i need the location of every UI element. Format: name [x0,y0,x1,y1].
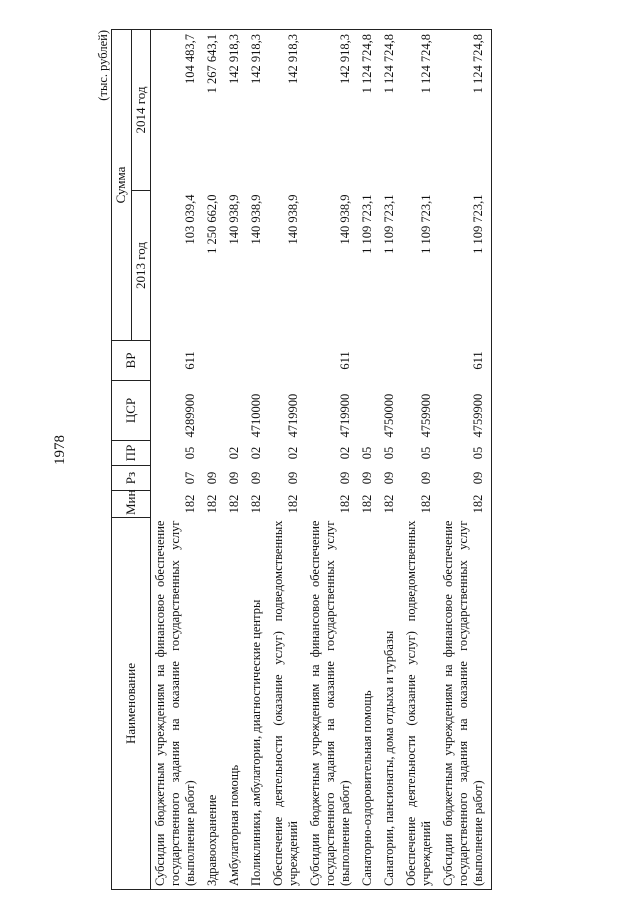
row-pr: 05 [382,446,396,460]
row-vr [247,341,269,381]
row-pr: 05 [183,446,197,460]
table-row [247,30,269,890]
table-row [151,30,204,890]
row-sum-2014: 1 124 724,8 [439,30,492,191]
table-row [439,30,492,890]
row-vr [380,341,402,381]
units-note: (тыс. рублей) [96,30,110,101]
row-sum-2014: 1 267 643,1 [203,30,225,191]
table-row [358,30,380,890]
row-sum-2013: 1 109 723,1 [360,194,374,254]
row-vr [225,341,247,381]
row-min: 182 [205,494,219,514]
row-rz: 09 [439,466,492,491]
row-name: Здравоохранение [203,518,225,890]
header-csr: ЦСР [112,381,151,441]
row-vr [203,341,225,381]
row-rz: 09 [419,471,433,485]
row-sum-2013: 140 938,9 [338,194,352,245]
row-sum-2013: 1 109 723,1 [439,191,492,341]
page-number: 1978 [52,435,68,465]
row-csr [225,381,247,441]
row-sum-2014: 142 918,3 [269,30,306,191]
row-sum-2013: 140 938,9 [249,194,263,245]
header-rz: Рз [112,466,151,491]
table-row [203,30,225,890]
row-name: Субсидии бюджетным учреждениям на финансовое обеспечение государственного задания на оказание государственных услуг (выполнение работ) [306,518,358,890]
header-sum: Сумма [112,30,132,341]
header-min: Мин [112,491,151,518]
header-year-2014: 2014 год [131,30,151,191]
row-csr: 4289900 [183,393,197,438]
row-pr: 05 [360,446,374,460]
row-csr: 4710000 [249,393,263,438]
table-row [306,30,358,890]
header-name: Наименование [112,518,151,890]
row-vr: 611 [338,351,352,370]
row-name: Обеспечение деятельности (оказание услуг) подведомственных учреждений [402,518,439,890]
row-rz: 09 [205,471,219,485]
row-sum-2014: 142 918,3 [306,30,358,191]
row-sum-2013: 1 109 723,1 [419,194,433,254]
row-csr [358,381,380,441]
row-sum-2014: 142 918,3 [225,30,247,191]
row-pr: 02 [249,446,263,460]
row-sum-2014: 104 483,7 [151,30,204,191]
row-min: 182 [382,494,396,514]
rotated-document [95,30,555,890]
row-pr: 05 [419,446,433,460]
row-min: 182 [286,494,300,514]
row-min: 182 [419,494,433,514]
row-csr: 4750000 [382,393,396,438]
row-vr [269,341,306,381]
table-row [402,30,439,890]
row-csr: 4759900 [419,393,433,438]
row-rz: 09 [382,471,396,485]
row-min: 182 [360,494,374,514]
row-name: Санаторно-оздоровительная помощь [358,518,380,890]
row-min: 182 [227,494,241,514]
row-sum-2014: 1 124 724,8 [358,30,380,191]
row-rz: 09 [360,471,374,485]
table-header [112,30,151,890]
row-sum-2013: 103 039,4 [183,194,197,245]
row-vr: 611 [183,351,197,370]
table-row [225,30,247,890]
row-name: Обеспечение деятельности (оказание услуг) подведомственных учреждений [269,518,306,890]
row-csr: 4719900 [338,393,352,438]
row-csr [203,381,225,441]
table-row [380,30,402,890]
header-vr: ВР [112,341,151,381]
row-sum-2014: 142 918,3 [247,30,269,191]
row-rz: 07 [183,471,197,485]
row-pr: 02 [227,446,241,460]
row-sum-2014: 1 124 724,8 [402,30,439,191]
row-rz: 09 [249,471,263,485]
table-row [269,30,306,890]
row-name: Поликлиники, амбулатории, диагностические центры [247,518,269,890]
row-sum-2013: 140 938,9 [286,194,300,245]
row-vr [358,341,380,381]
row-min: 182 [338,494,352,514]
row-pr [203,441,225,466]
row-sum-2013: 140 938,9 [227,194,241,245]
row-name: Санатории, пансионаты, дома отдыха и турбазы [380,518,402,890]
row-name: Субсидии бюджетным учреждениям на финансовое обеспечение государственного задания на оказание государственных услуг (выполнение работ) [151,518,204,890]
row-pr: 02 [338,446,352,460]
row-sum-2014: 1 124 724,8 [380,30,402,191]
row-min: 182 [439,491,492,518]
row-vr [402,341,439,381]
row-name: Амбулаторная помощь [225,518,247,890]
row-csr: 4759900 [439,381,492,441]
row-rz: 09 [227,471,241,485]
row-min: 182 [183,494,197,514]
row-rz: 09 [286,471,300,485]
row-rz: 09 [338,471,352,485]
row-pr: 02 [286,446,300,460]
row-min: 182 [249,494,263,514]
row-pr: 05 [439,441,492,466]
row-vr: 611 [439,341,492,381]
row-sum-2013: 1 250 662,0 [205,194,219,254]
row-sum-2013: 1 109 723,1 [382,194,396,254]
row-name: Субсидии бюджетным учреждениям на финансовое обеспечение государственного задания на оказание государственных услуг (выполнение работ) [439,518,492,890]
header-pr: ПР [112,441,151,466]
header-year-2013: 2013 год [131,191,151,341]
table-body [151,30,492,890]
budget-table [111,29,492,890]
row-csr: 4719900 [286,393,300,438]
